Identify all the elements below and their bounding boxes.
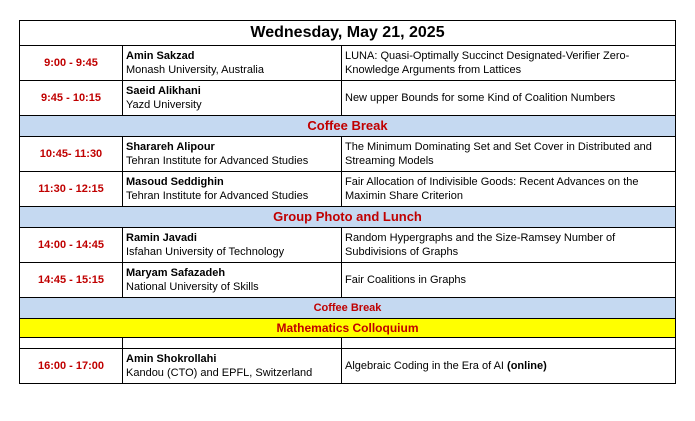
talk-time: 9:00 - 9:45 xyxy=(20,46,123,81)
talk-title: New upper Bounds for some Kind of Coalition Numbers xyxy=(342,81,676,116)
speaker-cell xyxy=(123,349,342,384)
spacer-row xyxy=(20,338,676,349)
break-row xyxy=(20,116,676,137)
speaker-affiliation: Tehran Institute for Advanced Studies xyxy=(126,190,309,202)
speaker-name: Amin Sakzad xyxy=(126,50,195,62)
talk-time: 14:00 - 14:45 xyxy=(20,228,123,263)
talk-time: 10:45- 11:30 xyxy=(20,137,123,172)
talk-title: Fair Coalitions in Graphs xyxy=(342,263,676,298)
talk-row xyxy=(20,172,676,207)
break-row xyxy=(20,207,676,228)
lunch-break-label: Group Photo and Lunch xyxy=(20,207,676,228)
speaker-affiliation: National University of Skills xyxy=(126,281,259,293)
talk-row xyxy=(20,228,676,263)
speaker-affiliation: Tehran Institute for Advanced Studies xyxy=(126,155,309,167)
talk-time: 16:00 - 17:00 xyxy=(20,349,123,384)
schedule-table xyxy=(19,20,676,384)
day-title: Wednesday, May 21, 2025 xyxy=(20,21,676,46)
talk-time: 11:30 - 12:15 xyxy=(20,172,123,207)
talk-time: 14:45 - 15:15 xyxy=(20,263,123,298)
speaker-name: Saeid Alikhani xyxy=(126,85,201,97)
talk-title: Fair Allocation of Indivisible Goods: Recent Advances on the Maximin Share Criterion xyxy=(342,172,676,207)
talk-title: The Minimum Dominating Set and Set Cover in Distributed and Streaming Models xyxy=(342,137,676,172)
speaker-cell xyxy=(123,81,342,116)
talk-row xyxy=(20,81,676,116)
coffee-break-label: Coffee Break xyxy=(20,116,676,137)
talk-row xyxy=(20,137,676,172)
online-tag: (online) xyxy=(507,360,547,372)
speaker-affiliation: Yazd University xyxy=(126,99,202,111)
speaker-affiliation: Monash University, Australia xyxy=(126,64,264,76)
speaker-affiliation: Kandou (CTO) and EPFL, Switzerland xyxy=(126,367,313,379)
speaker-cell xyxy=(123,172,342,207)
day-header-row xyxy=(20,21,676,46)
speaker-cell xyxy=(123,263,342,298)
talk-title: Random Hypergraphs and the Size-Ramsey Number of Subdivisions of Graphs xyxy=(342,228,676,263)
speaker-cell xyxy=(123,137,342,172)
break-row xyxy=(20,298,676,319)
speaker-cell xyxy=(123,46,342,81)
talk-title: LUNA: Quasi-Optimally Succinct Designated-Verifier Zero-Knowledge Arguments from Lattices xyxy=(342,46,676,81)
talk-row xyxy=(20,46,676,81)
talk-row xyxy=(20,349,676,384)
colloquium-row xyxy=(20,319,676,338)
speaker-name: Ramin Javadi xyxy=(126,232,197,244)
colloquium-label: Mathematics Colloquium xyxy=(20,319,676,338)
talk-time: 9:45 - 10:15 xyxy=(20,81,123,116)
talk-row xyxy=(20,263,676,298)
speaker-name: Sharareh Alipour xyxy=(126,141,215,153)
talk-title: Algebraic Coding in the Era of AI xyxy=(345,360,504,372)
speaker-name: Amin Shokrollahi xyxy=(126,353,217,365)
coffee-break-label: Coffee Break xyxy=(20,298,676,319)
talk-title-cell xyxy=(342,349,676,384)
speaker-name: Masoud Seddighin xyxy=(126,176,224,188)
speaker-cell xyxy=(123,228,342,263)
speaker-name: Maryam Safazadeh xyxy=(126,267,226,279)
speaker-affiliation: Isfahan University of Technology xyxy=(126,246,285,258)
